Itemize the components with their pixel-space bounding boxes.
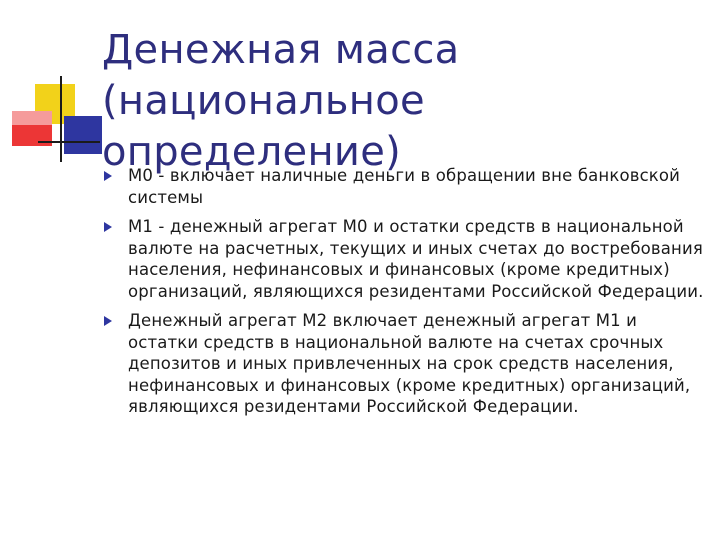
square-bullet-icon — [104, 316, 112, 326]
bullet-list — [104, 165, 704, 426]
logo-blue-square — [64, 116, 102, 154]
bullet-text: М0 - включает наличные деньги в обращении вне банковской системы — [128, 166, 681, 207]
slide-title: Денежная масса (национальное определение) — [102, 27, 460, 175]
logo-red-highlight — [12, 111, 52, 125]
logo-horizontal-line — [38, 141, 100, 143]
bullet-item-m1 — [104, 216, 704, 302]
bullet-text: М1 - денежный агрегат М0 и остатки средств в национальной валюте на расчетных, текущих и иных счетах до востребования населения, нефинансовых и финансовых (кроме кредитных) организаций, являющихся резидентами Российской Федерации. — [128, 217, 704, 301]
bullet-text: Денежный агрегат М2 включает денежный агрегат М1 и остатки средств в национальной валюте на счетах срочных депозитов и иных привлеченных на срок средств населения, нефинансовых и финансовых (кроме кредитных) организаций, являющихся резидентами Российской Федерации. — [128, 311, 691, 416]
bullet-item-m0 — [104, 165, 704, 208]
color-blocks-logo-icon — [0, 0, 110, 170]
square-bullet-icon — [104, 171, 112, 181]
logo-vertical-line — [60, 76, 62, 162]
bullet-item-m2 — [104, 310, 704, 418]
square-bullet-icon — [104, 222, 112, 232]
